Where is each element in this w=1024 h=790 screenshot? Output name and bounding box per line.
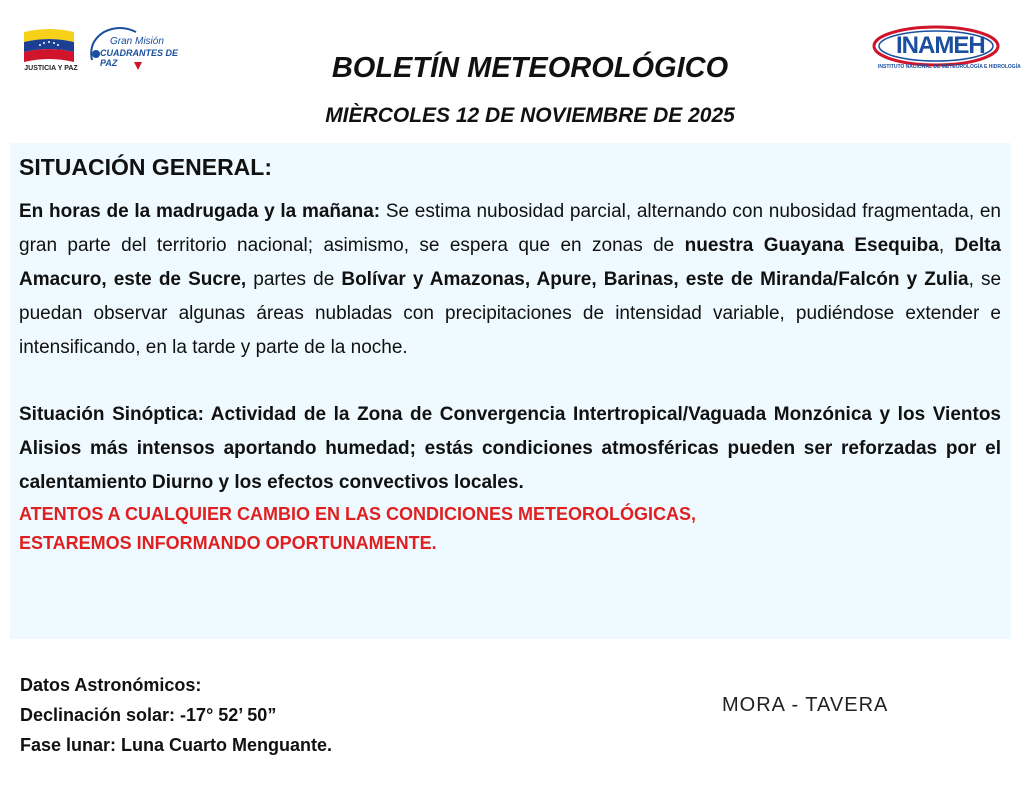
bulletin-date: MIÈRCOLES 12 DE NOVIEMBRE DE 2025 (325, 104, 735, 127)
synoptic-paragraph: Situación Sinóptica: Actividad de la Zona de Convergencia Intertropical/Vaguada Monzónica y los Vientos Alisios más intensos aportando humedad; estás condiciones atmosféricas pueden ser reforzadas por el calentamiento Diurno y los efectos convectivos locales. (19, 404, 1001, 493)
moon-phase: Fase lunar: Luna Cuarto Menguante. (20, 735, 333, 755)
gran-mision-top-text: Gran Misión (110, 36, 164, 47)
bulletin-title: BOLETÍN METEOROLÓGICO (331, 52, 729, 84)
alert-line-2: ESTAREMOS INFORMANDO OPORTUNAMENTE. (19, 533, 437, 553)
forecast-region-2: Delta Amacuro, este de Sucre, (19, 235, 1001, 290)
inameh-wordmark: INAMEH (896, 32, 985, 59)
flag-caption: JUSTICIA Y PAZ (24, 65, 78, 72)
astronomical-data (20, 670, 332, 760)
situation-heading: SITUACIÓN GENERAL: (19, 154, 272, 180)
authors-signature: MORA - TAVERA (722, 694, 889, 716)
forecast-paragraph (19, 195, 1001, 365)
alert-line-1: ATENTOS A CUALQUIER CAMBIO EN LAS CONDICIONES METEOROLÓGICAS, (19, 504, 697, 524)
solar-declination: Declinación solar: -17° 52’ 50” (20, 705, 277, 725)
gran-mision-bottom-text: CUADRANTES DE PAZ (100, 48, 179, 68)
forecast-region-3: Bolívar y Amazonas, Apure, Barinas, este de Miranda/Falcón y Zulia (341, 269, 969, 290)
forecast-text-2: , (938, 235, 955, 256)
inameh-subtitle: INSTITUTO NACIONAL DE METEOROLOGÍA E HIDROLOGÍA (878, 64, 1021, 70)
forecast-text-3: partes de (246, 269, 342, 290)
situation-panel (10, 143, 1011, 639)
forecast-lead: En horas de la madrugada y la mañana: (19, 201, 381, 222)
forecast-region-1: nuestra Guayana Esequiba (684, 235, 939, 256)
forecast-text-4: , se puedan observar algunas áreas nubladas con precipitaciones de intensidad variable, pudiéndose extender e intensificando, en la tarde y parte de la noche. (19, 269, 1002, 358)
astro-heading: Datos Astronómicos: (20, 675, 202, 695)
forecast-text-1: Se estima nubosidad parcial, alternando con nubosidad fragmentada, en gran parte del territorio nacional; asimismo, se espera que en zonas de (19, 201, 1001, 256)
